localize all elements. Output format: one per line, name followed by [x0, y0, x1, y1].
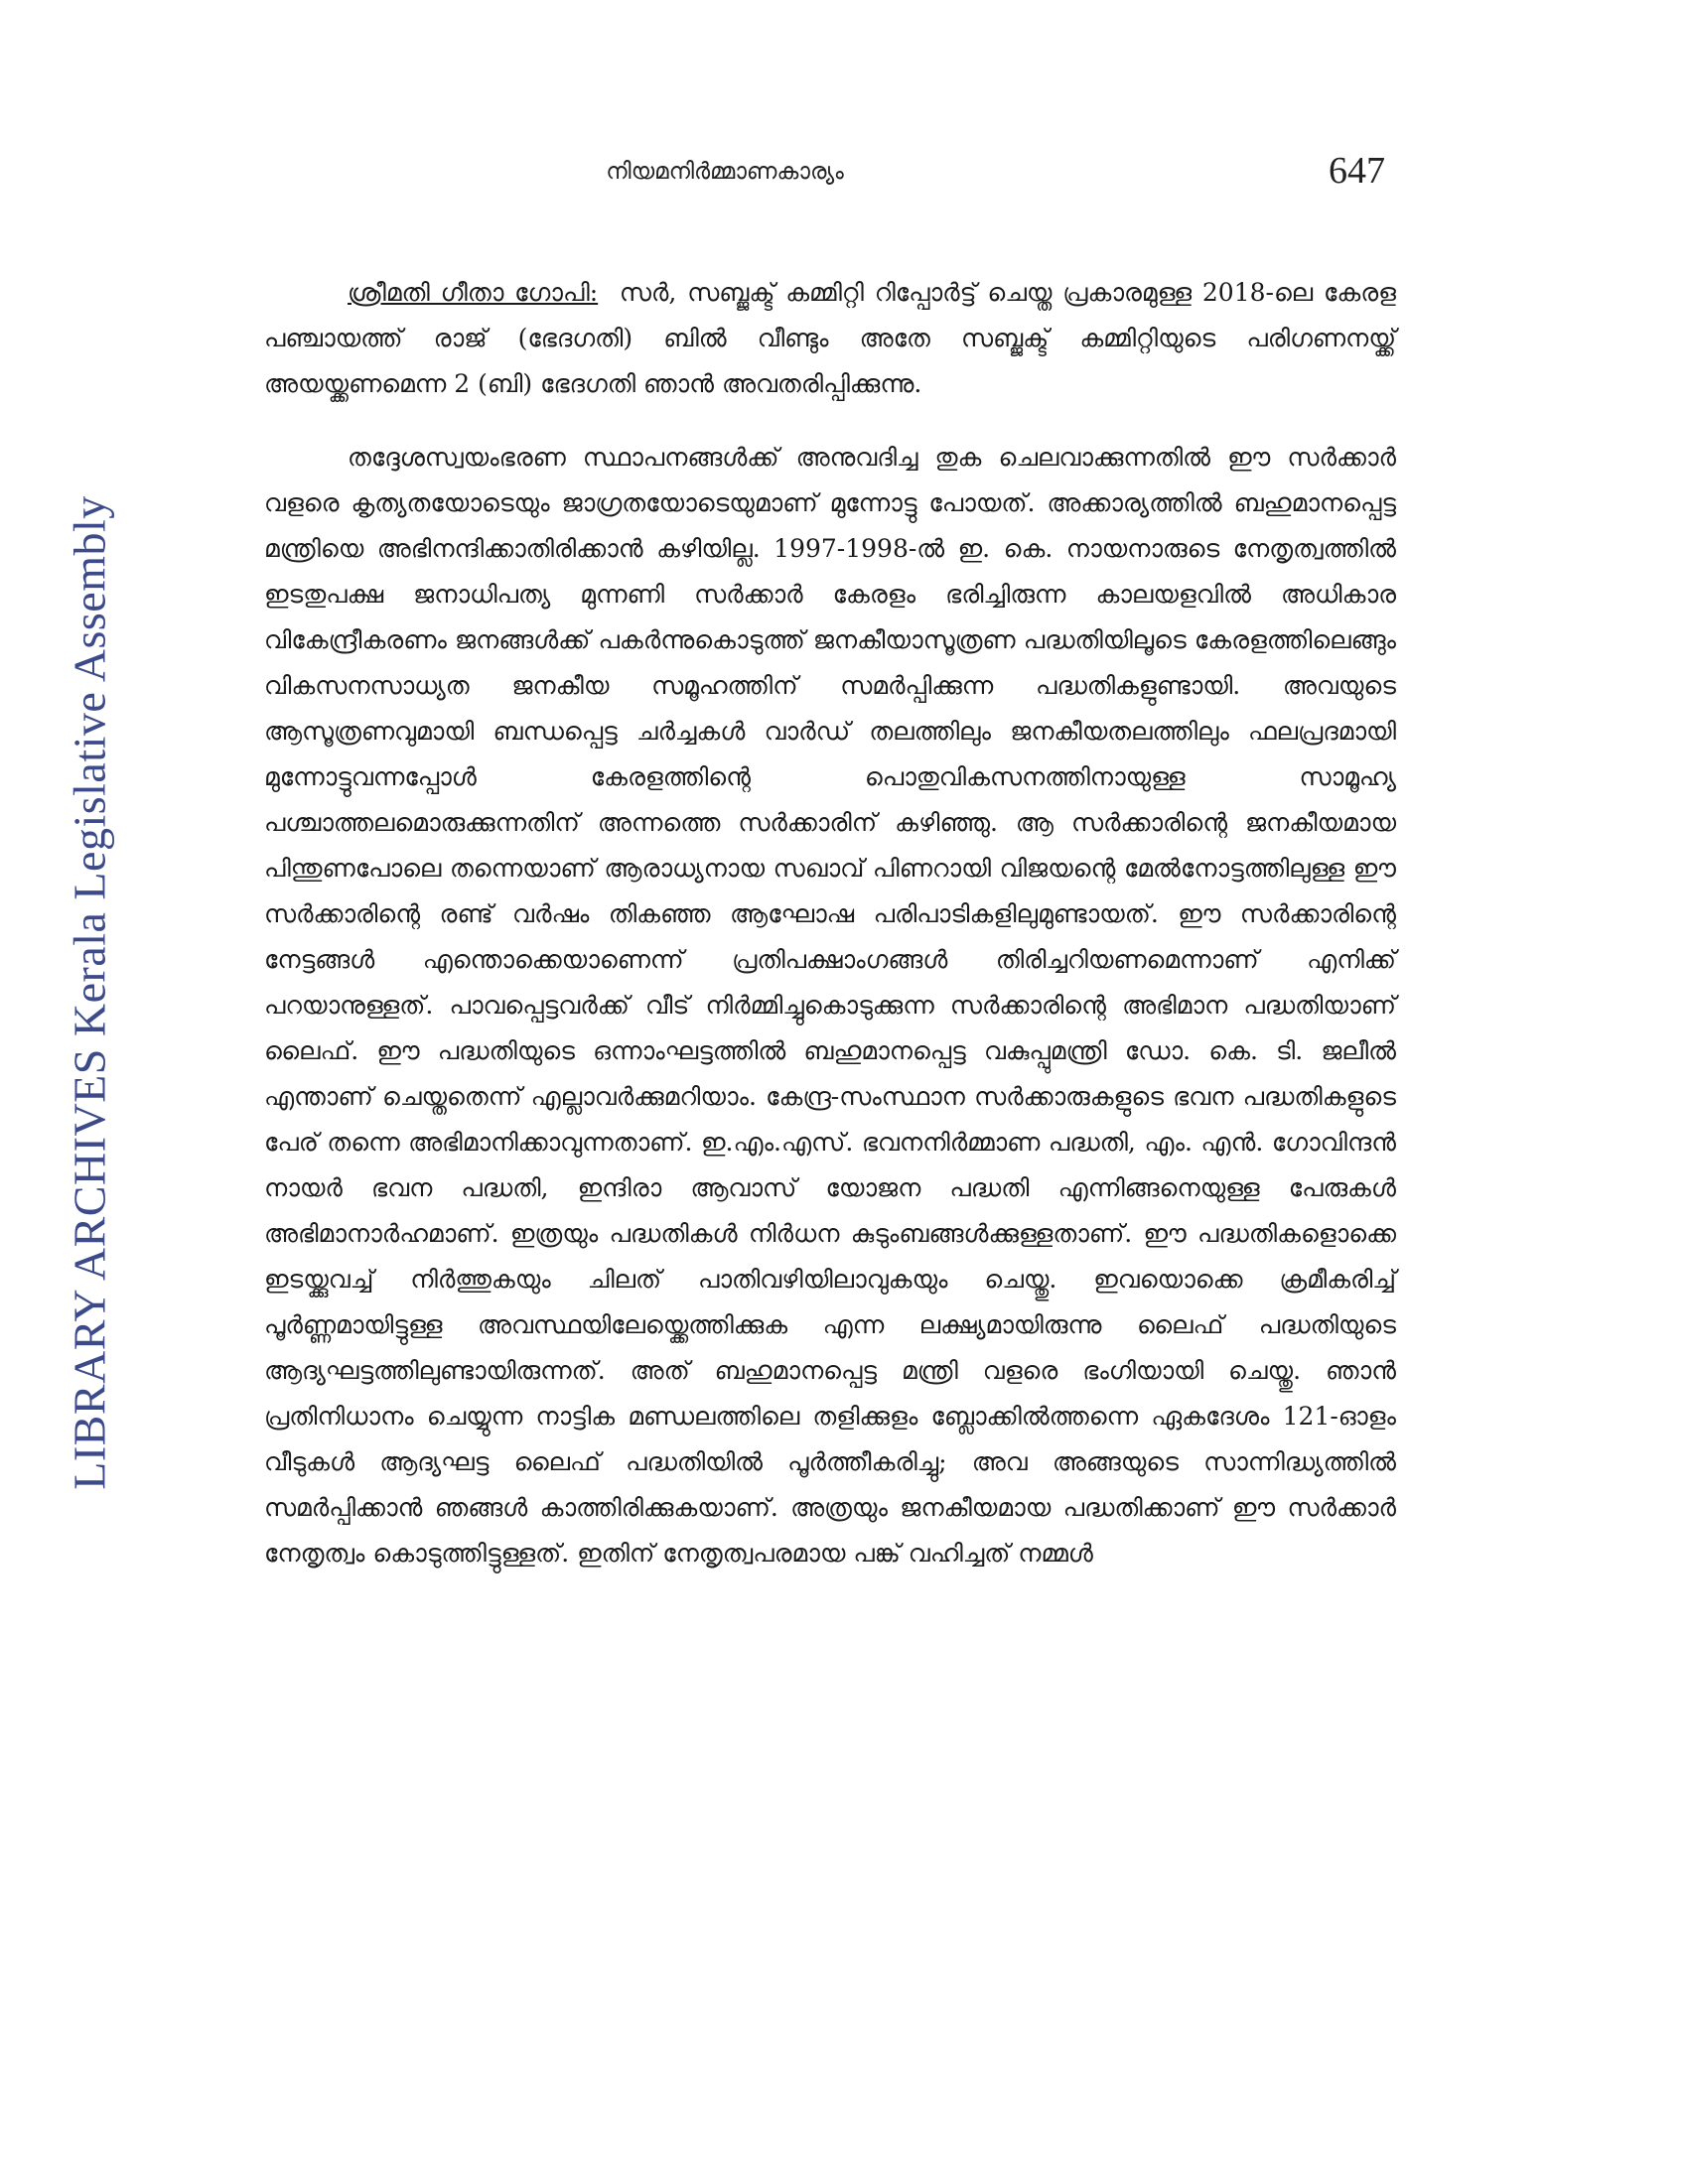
paragraph-text: തദ്ദേശസ്വയംഭരണ സ്ഥാപനങ്ങൾക്ക് അനുവദിച്ച തുക ചെലവാക്കുന്നതിൽ ഈ സർക്കാർ വളരെ കൃത്യതയോടെയും ജാഗ്രതയോടെയുമാണ് മുന്നോട്ടു പോയത്. അക്കാര്യത്തിൽ ബഹുമാനപ്പെട്ട മന്ത്രിയെ അഭിനന്ദിക്കാതിരിക്കാൻ കഴിയില്ല. 1997-1998-ൽ ഇ. കെ. നായനാരുടെ നേതൃത്വത്തിൽ ഇടതുപക്ഷ ജനാധിപത്യ മുന്നണി സർക്കാർ കേരളം ഭരിച്ചിരുന്ന കാലയളവിൽ അധികാര വികേന്ദ്രീകരണം ജനങ്ങൾക്ക് പകർന്നുകൊടുത്ത് ജനകീയാസൂത്രണ പദ്ധതിയിലൂടെ കേരളത്തിലെങ്ങും വികസനസാധ്യത ജനകീയ സമൂഹത്തിന് സമർപ്പിക്കുന്ന പദ്ധതികളുണ്ടായി. അവയുടെ ആസൂത്രണവുമായി ബന്ധപ്പെട്ട ചർച്ചകൾ വാർഡ് തലത്തിലും ജനകീയതലത്തിലും ഫലപ്രദമായി മുന്നോട്ടുവന്നപ്പോൾ കേരളത്തിന്റെ പൊതുവികസനത്തിനായുള്ള സാമൂഹ്യ പശ്ചാത്തലമൊരുക്കുന്നതിന് അന്നത്തെ സർക്കാരിന് കഴിഞ്ഞു. ആ സർക്കാരിന്റെ ജനകീയമായ പിന്തുണപോലെ തന്നെയാണ് ആരാധ്യനായ സഖാവ് പിണറായി വിജയന്റെ മേൽനോട്ടത്തിലുള്ള ഈ സർക്കാരിന്റെ രണ്ട് വർഷം തികഞ്ഞ ആഘോഷ പരിപാടികളിലുമുണ്ടായത്. ഈ സർക്കാരിന്റെ നേട്ടങ്ങൾ എന്തൊക്കെയാണെന്ന് പ്രതിപക്ഷാംഗങ്ങൾ തിരിച്ചറിയണമെന്നാണ് എനിക്ക് പറയാനുള്ളത്. പാവപ്പെട്ടവർക്ക് വീട് നിർമ്മിച്ചുകൊടുക്കുന്ന സർക്കാരിന്റെ അഭിമാന പദ്ധതിയാണ് ലൈഫ്. ഈ പദ്ധതിയുടെ ഒന്നാംഘട്ടത്തിൽ ബഹുമാനപ്പെട്ട വകുപ്പുമന്ത്രി ഡോ. കെ. ടി. ജലീൽ എന്താണ് ചെയ്തതെന്ന് എല്ലാവർക്കുമറിയാം. കേന്ദ്ര-സംസ്ഥാന സർക്കാരുകളുടെ ഭവന പദ്ധതികളുടെ പേര് തന്നെ അഭിമാനിക്കാവുന്നതാണ്. ഇ.എം.എസ്. ഭവനനിർമ്മാണ പദ്ധതി, എം. എൻ. ഗോവിന്ദൻ നായർ ഭവന പദ്ധതി, ഇന്ദിരാ ആവാസ് യോജന പദ്ധതി എന്നിങ്ങനെയുള്ള പേരുകൾ അഭിമാനാർഹമാണ്. ഇത്രയും പദ്ധതികൾ നിർധന കുടുംബങ്ങൾക്കുള്ളതാണ്. ഈ പദ്ധതികളൊക്കെ ഇടയ്ക്കുവച്ച് നിർത്തുകയും ചിലത് പാതിവഴിയിലാവുകയും ചെയ്തു. ഇവയൊക്കെ ക്രമീകരിച്ച് പൂർണ്ണമായിട്ടുള്ള അവസ്ഥയിലേയ്ക്കെത്തിക്കുക എന്ന ലക്ഷ്യമായിരുന്നു ലൈഫ് പദ്ധതിയുടെ ആദ്യഘട്ടത്തിലുണ്ടായിരുന്നത്. അത് ബഹുമാനപ്പെട്ട മന്ത്രി വളരെ ഭംഗിയായി ചെയ്തു. ഞാൻ പ്രതിനിധാനം ചെയ്യുന്ന നാട്ടിക മണ്ഡലത്തിലെ തളിക്കുളം ബ്ലോക്കിൽത്തന്നെ ഏകദേശം 121-ഓളം വീടുകൾ ആദ്യഘട്ട ലൈഫ് പദ്ധതിയിൽ പൂർത്തീകരിച്ചു; അവ അങ്ങയുടെ സാന്നിദ്ധ്യത്തിൽ സമർപ്പിക്കാൻ ഞങ്ങൾ കാത്തിരിക്കുകയാണ്. അത്രയും ജനകീയമായ പദ്ധതിക്കാണ് ഈ സർക്കാർ നേതൃത്വം കൊടുത്തിട്ടുള്ളത്. ഇതിന് നേതൃത്വപരമായ പങ്ക് വഹിച്ചത് നമ്മൾ — [264, 443, 1396, 1568]
page-number: 647 — [1329, 150, 1385, 192]
paragraph-speech-body — [264, 435, 1396, 1576]
running-head: നിയമനിർമ്മാണകാര്യം — [606, 159, 844, 185]
paragraph-speech-opening — [264, 270, 1396, 407]
speaker-name: ശ്രീമതി ഗീതാ ഗോപി: — [348, 278, 599, 307]
paragraph-text: സർ, സബ്ജക്ട് കമ്മിറ്റി റിപ്പോർട്ട് ചെയ്ത പ്രകാരമുള്ള 2018-ലെ കേരള പഞ്ചായത്ത് രാജ് (ഭേദഗതി) ബിൽ വീണ്ടും അതേ സബ്ജക്ട് കമ്മിറ്റിയുടെ പരിഗണനയ്ക്ക് അയയ്ക്കണമെന്ന 2 (ബി) ഭേദഗതി ഞാൻ അവതരിപ്പിക്കുന്നു. — [264, 278, 1396, 398]
body-text — [264, 270, 1396, 1576]
library-archives-watermark: LIBRARY ARCHIVES Kerala Legislative Assembly — [64, 495, 115, 1490]
